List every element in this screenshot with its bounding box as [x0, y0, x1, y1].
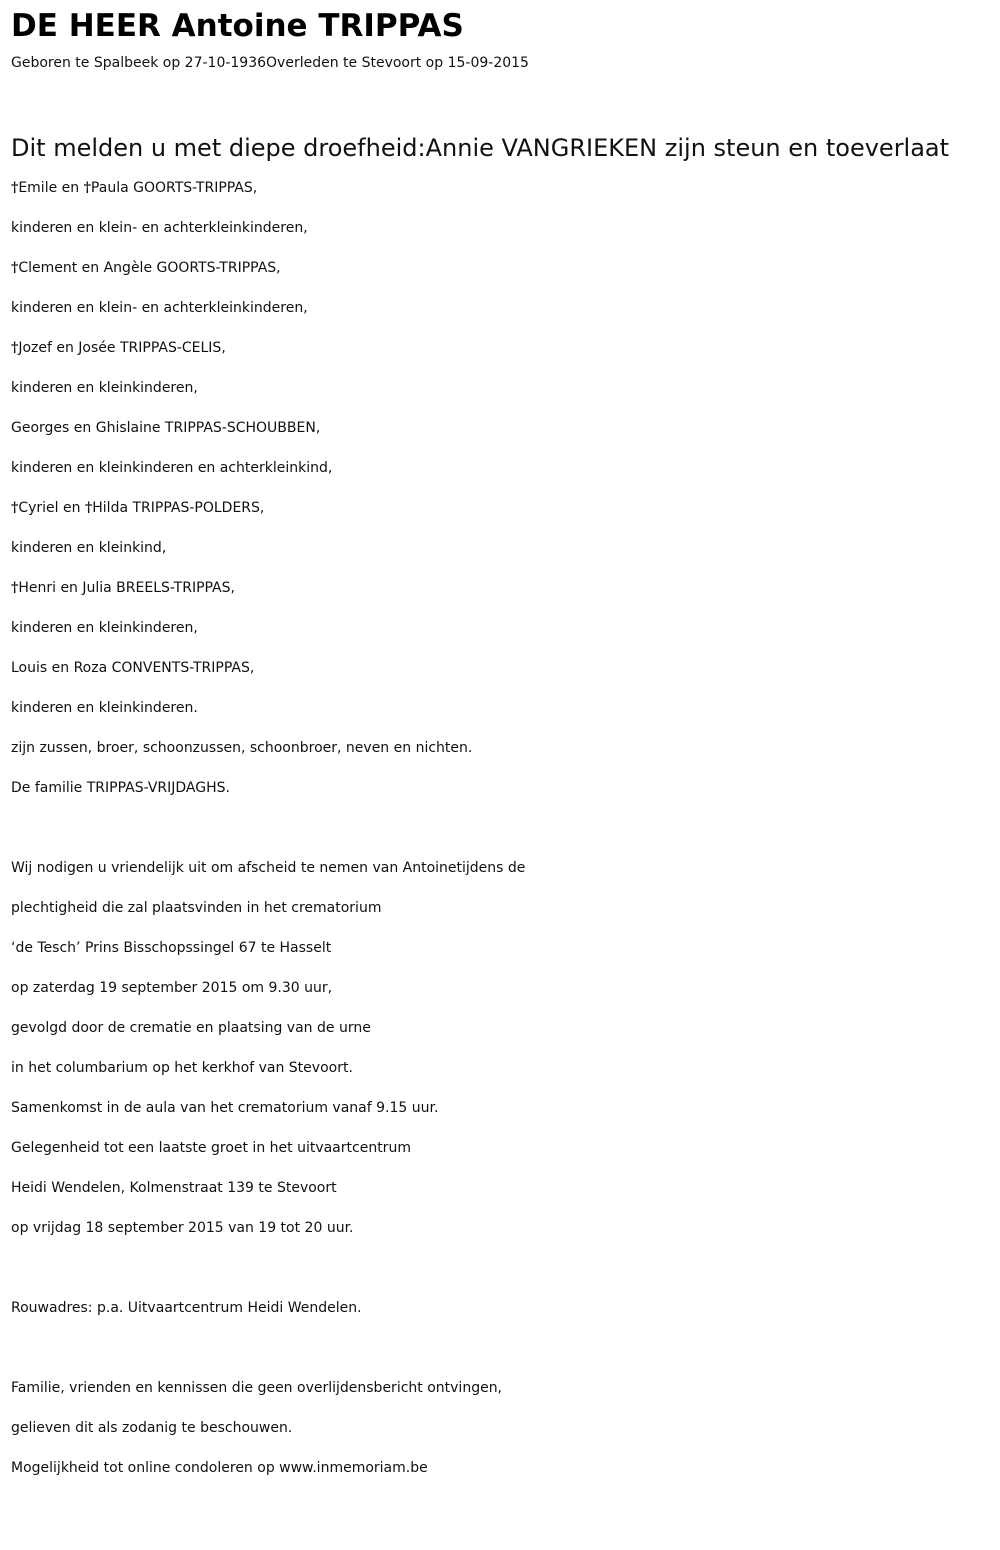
family-text: kinderen en kleinkind,	[11, 540, 167, 556]
family-text: kinderen en kleinkinderen en achterkleinkind,	[11, 460, 333, 476]
dagger-icon: †	[84, 500, 93, 516]
ceremony-line: gevolgd door de crematie en plaatsing van de urne	[11, 1020, 371, 1036]
mourning-address: Rouwadres: p.a. Uitvaartcentrum Heidi Wendelen.	[11, 1300, 362, 1316]
ceremony-line: plechtigheid die zal plaatsvinden in het crematorium	[11, 900, 382, 916]
ceremony-line: Wij nodigen u vriendelijk uit om afscheid te nemen van Antoinetijdens de	[11, 860, 526, 876]
spacer	[11, 1328, 990, 1368]
family-line	[11, 688, 990, 728]
ceremony-line: Samenkomst in de aula van het crematorium vanaf 9.15 uur.	[11, 1100, 439, 1116]
family-line	[11, 728, 990, 768]
family-text: Paula GOORTS-TRIPPAS,	[90, 180, 258, 196]
dagger-icon: †	[83, 180, 91, 196]
family-text: Henri en Julia BREELS-TRIPPAS,	[18, 580, 235, 596]
life-dates	[11, 48, 990, 88]
family-line	[11, 768, 990, 808]
family-line	[11, 168, 990, 208]
closing-section	[11, 1328, 990, 1488]
family-line	[11, 328, 990, 368]
family-line	[11, 528, 990, 568]
family-text: Cyriel en	[18, 500, 85, 516]
spacer	[11, 1248, 990, 1288]
ceremony-line: op vrijdag 18 september 2015 van 19 tot 20 uur.	[11, 1220, 354, 1236]
spacer	[11, 88, 990, 128]
family-text: Emile en	[18, 180, 84, 196]
family-line	[11, 208, 990, 248]
address-section	[11, 1248, 990, 1328]
family-line	[11, 448, 990, 488]
death-info: Overleden te Stevoort op 15-09-2015	[266, 55, 529, 71]
spacer	[11, 808, 990, 848]
closing-line: Familie, vrienden en kennissen die geen overlijdensbericht ontvingen,	[11, 1380, 503, 1396]
family-text: Jozef en Josée TRIPPAS-CELIS,	[18, 340, 226, 356]
family-line	[11, 248, 990, 288]
family-text: kinderen en kleinkinderen,	[11, 620, 198, 636]
family-text: De familie TRIPPAS-VRIJDAGHS.	[11, 780, 230, 796]
family-line	[11, 488, 990, 528]
family-text: Hilda TRIPPAS-POLDERS,	[92, 500, 265, 516]
page-title: DE HEER Antoine TRIPPAS	[11, 8, 464, 44]
family-text: kinderen en kleinkinderen,	[11, 380, 198, 396]
announcement-intro: Dit melden u met diepe droefheid:Annie VANGRIEKEN zijn steun en toeverlaat	[11, 134, 950, 162]
announcement-section	[11, 88, 990, 808]
ceremony-line: Gelegenheid tot een laatste groet in het uitvaartcentrum	[11, 1140, 411, 1156]
family-line	[11, 608, 990, 648]
dagger-icon: †	[11, 500, 19, 516]
family-text: Louis en Roza CONVENTS-TRIPPAS,	[11, 660, 255, 676]
family-text: Georges en Ghislaine TRIPPAS-SCHOUBBEN,	[11, 420, 321, 436]
ceremony-section	[11, 808, 990, 1248]
family-text: kinderen en klein- en achterkleinkinderen,	[11, 300, 308, 316]
family-line	[11, 568, 990, 608]
ceremony-line: op zaterdag 19 september 2015 om 9.30 uur,	[11, 980, 333, 996]
family-line	[11, 648, 990, 688]
family-text: kinderen en kleinkinderen.	[11, 700, 198, 716]
ceremony-line: ‘de Tesch’ Prins Bisschopssingel 67 te Hasselt	[11, 940, 332, 956]
dagger-icon: †	[11, 180, 19, 196]
dagger-icon: †	[11, 340, 19, 356]
closing-line: gelieven dit als zodanig te beschouwen.	[11, 1420, 293, 1436]
family-line	[11, 368, 990, 408]
family-text: zijn zussen, broer, schoonzussen, schoonbroer, neven en nichten.	[11, 740, 473, 756]
family-text: kinderen en klein- en achterkleinkinderen,	[11, 220, 308, 236]
family-line	[11, 408, 990, 448]
ceremony-line: in het columbarium op het kerkhof van Stevoort.	[11, 1060, 353, 1076]
closing-line: Mogelijkheid tot online condoleren op www.inmemoriam.be	[11, 1460, 428, 1476]
dagger-icon: †	[11, 580, 19, 596]
family-line	[11, 288, 990, 328]
birth-info: Geboren te Spalbeek op 27-10-1936	[11, 55, 267, 71]
ceremony-line: Heidi Wendelen, Kolmenstraat 139 te Stevoort	[11, 1180, 337, 1196]
dagger-icon: †	[11, 260, 19, 276]
family-text: Clement en Angèle GOORTS-TRIPPAS,	[18, 260, 281, 276]
